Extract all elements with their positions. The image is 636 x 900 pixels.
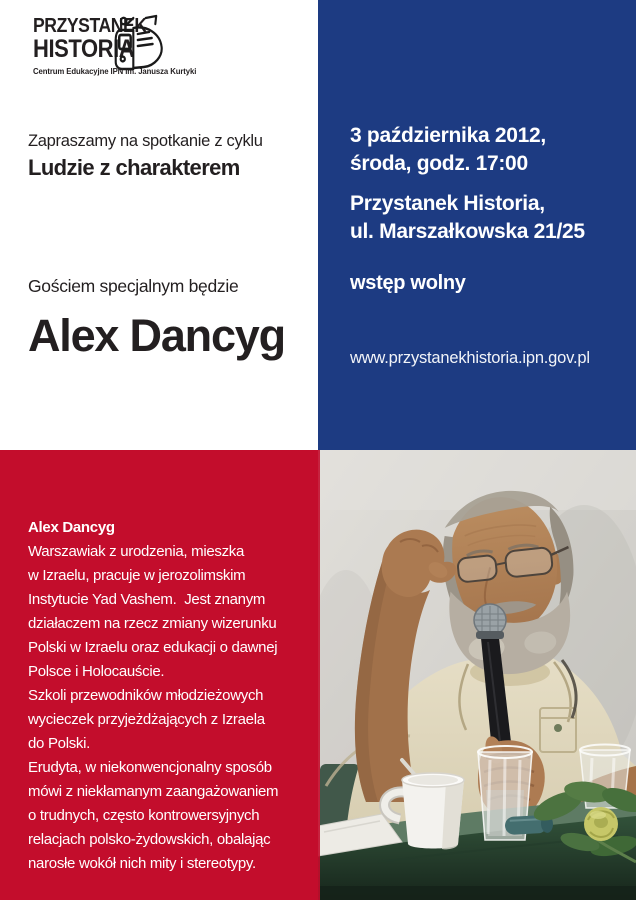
venue-address: ul. Marszałkowska 21/25 [350,220,585,243]
bio-line: wycieczek przyjeżdżających z Izraela [28,711,265,728]
bio-line: narosłe wokół nich mity i stereotypy. [28,855,256,872]
event-time: środa, godz. 17:00 [350,152,528,175]
admission-note: wstęp wolny [350,272,466,294]
series-name: Ludzie z charakterem [28,155,240,180]
logo-wordmark [33,16,181,62]
bio-line: Instytucie Yad Vashem. Jest znanym [28,591,266,608]
series-intro: Zapraszamy na spotkanie z cyklu [28,132,263,150]
red-edge-sliver [318,450,320,900]
logo-line2: HISTORIA [33,35,135,63]
website-url: www.przystanekhistoria.ipn.gov.pl [350,349,590,367]
logo-tagline: Centrum Edukacyjne IPN im. Janusza Kurtyki [33,67,197,76]
bio-line: o trudnych, często kontrowersyjnych [28,807,260,824]
guest-name: Alex Dancyg [28,310,285,361]
bio-line: Warszawiak z urodzenia, mieszka [28,543,245,560]
guest-block [28,276,285,362]
photo-panel [318,450,636,900]
bio-line: Erudyta, w niekonwencjonalny sposób [28,759,272,776]
event-venue [350,190,585,246]
white-panel [0,0,318,450]
bio-title: Alex Dancyg [28,519,115,536]
red-panel [0,450,318,900]
bio-line: Polski w Izraelu oraz edukacji o dawnej [28,639,278,656]
guest-intro: Gościem specjalnym będzie [28,276,239,296]
bio-line: mówi z niekłamanym zaangażowaniem [28,783,279,800]
bio-line: relacjach polsko-żydowskich, obalając [28,831,271,848]
speaker-bio [28,516,278,876]
blue-panel [318,0,636,450]
event-datetime [350,122,546,178]
series-block [28,130,263,182]
bio-line: Polsce i Holocauście. [28,663,165,680]
przystanek-historia-logo [33,16,201,76]
speaker-photo [318,450,636,900]
bio-line: do Polski. [28,735,91,752]
venue-name: Przystanek Historia, [350,192,545,215]
event-date: 3 października 2012, [350,124,546,147]
bio-line: działaczem na rzecz zmiany wizerunku [28,615,277,632]
logo-line1: PRZYSTANEK [33,15,147,37]
bio-line: w Izraelu, pracuje w jerozolimskim [28,567,246,584]
bio-line: Szkoli przewodników młodzieżowych [28,687,264,704]
